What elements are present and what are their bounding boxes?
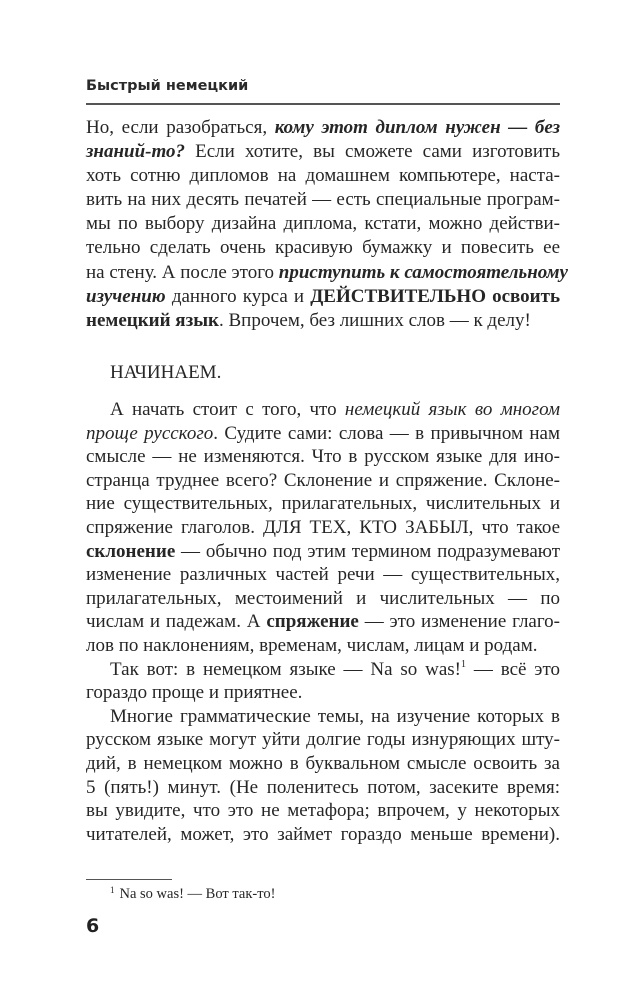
text-run: . Судите сами: слова — в привычном нам	[213, 422, 561, 444]
text-line	[86, 469, 560, 493]
text-run: — всё это	[466, 658, 560, 680]
text-run: — это изменение глаго-	[358, 611, 560, 633]
text-line	[86, 309, 560, 333]
text-line	[86, 445, 560, 469]
text-line	[86, 728, 560, 752]
text-line	[86, 681, 560, 705]
paragraph-1	[86, 116, 568, 333]
text-run: прилагательных, местоимений и числительных — по	[86, 587, 560, 609]
text-line	[86, 261, 568, 285]
text-run: проще русского	[86, 422, 214, 444]
text-line	[86, 212, 560, 236]
text-run: читателей, может, это займет гораздо меньше времени).	[86, 823, 560, 845]
text-line	[86, 823, 560, 847]
text-run: на стену. А после этого	[86, 261, 279, 283]
text-run: изучению	[86, 285, 166, 307]
text-run: данного курса и	[165, 285, 311, 307]
text-run: кому этот диплом нужен — без	[274, 117, 560, 138]
text-run: хоть сотню дипломов на домашнем компьютере, наста-	[86, 165, 560, 187]
text-line	[86, 658, 560, 682]
text-run: мы по выбору дизайна диплома, кстати, можно действи-	[86, 213, 560, 235]
body-text	[86, 398, 560, 846]
text-line	[86, 164, 560, 188]
text-line	[86, 516, 560, 540]
text-line	[86, 776, 560, 800]
page-number: 6	[86, 915, 100, 937]
text-run: ние существительных, прилагательных, числительных и	[86, 493, 560, 515]
text-run: Если хотите, вы сможете сами изготовить	[185, 141, 560, 163]
text-run: знаний-то?	[86, 141, 185, 163]
text-run: числам и падежам. А	[86, 611, 267, 633]
text-line	[86, 634, 560, 658]
text-line	[86, 610, 560, 634]
text-line	[86, 705, 560, 729]
start-heading: НАЧИНАЕМ.	[110, 362, 222, 383]
text-run: — обычно под этим термином подразумевают	[175, 540, 560, 562]
text-line	[86, 422, 560, 446]
text-line	[86, 285, 560, 309]
text-run: русском языке могут уйти долгие годы изнуряющих шту-	[86, 729, 560, 751]
text-run: тельно сделать очень красивую бумажку и повесить ее	[86, 237, 560, 259]
running-header: Быстрый немецкий	[86, 78, 249, 94]
text-run: изменение различных частей речи — существительных,	[86, 564, 560, 586]
text-run: немецкий язык во многом	[344, 399, 560, 420]
footnote-rule	[86, 879, 172, 880]
text-run: А начать стоит с того, что	[110, 399, 345, 420]
header-rule	[86, 103, 560, 105]
text-run: смысле — не изменяются. Что в русском языке для ино-	[86, 446, 560, 468]
text-line	[86, 398, 560, 422]
text-run: спряжение глаголов. ДЛЯ ТЕХ, КТО ЗАБЫЛ, что такое	[86, 516, 560, 538]
text-run: вить на них десять печатей — есть специальные програм-	[86, 189, 560, 211]
footnote	[110, 886, 275, 903]
text-run: гораздо проще и приятнее.	[86, 682, 303, 704]
text-line	[86, 492, 560, 516]
text-run: вы увидите, что это не метафора; впрочем, у некоторых	[86, 800, 560, 822]
start-heading-block	[86, 361, 560, 385]
footnote-text: Na so was! — Вот так-то!	[119, 886, 276, 902]
text-line	[86, 540, 560, 564]
text-run: Но, если разобраться,	[86, 117, 275, 138]
text-run: . Впрочем, без лишних слов — к делу!	[219, 309, 531, 331]
text-run: странца труднее всего? Склонение и спряжение. Склоне-	[86, 469, 560, 491]
text-line	[86, 236, 560, 260]
text-run: дий, в немецком можно в буквальном смысле освоить за	[86, 752, 560, 774]
footnote-reference: 1	[461, 658, 467, 670]
text-line	[86, 587, 560, 611]
text-run: склонение	[86, 540, 176, 562]
text-line	[86, 116, 560, 140]
footnote-marker: 1	[110, 885, 115, 895]
text-line	[86, 563, 560, 587]
text-run: Так вот: в немецком языке — Na so was!	[110, 658, 462, 680]
text-run: 5 (пять!) минут. (Не поленитесь потом, засеките время:	[86, 776, 560, 798]
text-line	[86, 188, 560, 212]
text-run: приступить к самостоятельному	[278, 261, 568, 283]
text-line	[86, 799, 560, 823]
text-run: лов по наклонениям, временам, числам, лицам и родам.	[86, 634, 538, 656]
text-run: Многие грамматические темы, на изучение которых в	[110, 705, 560, 727]
text-run: ДЕЙСТВИТЕЛЬНО освоить	[310, 285, 561, 307]
text-run: спряжение	[266, 611, 359, 633]
text-line	[86, 140, 560, 164]
text-run: немецкий язык	[86, 309, 219, 331]
text-line	[86, 752, 560, 776]
